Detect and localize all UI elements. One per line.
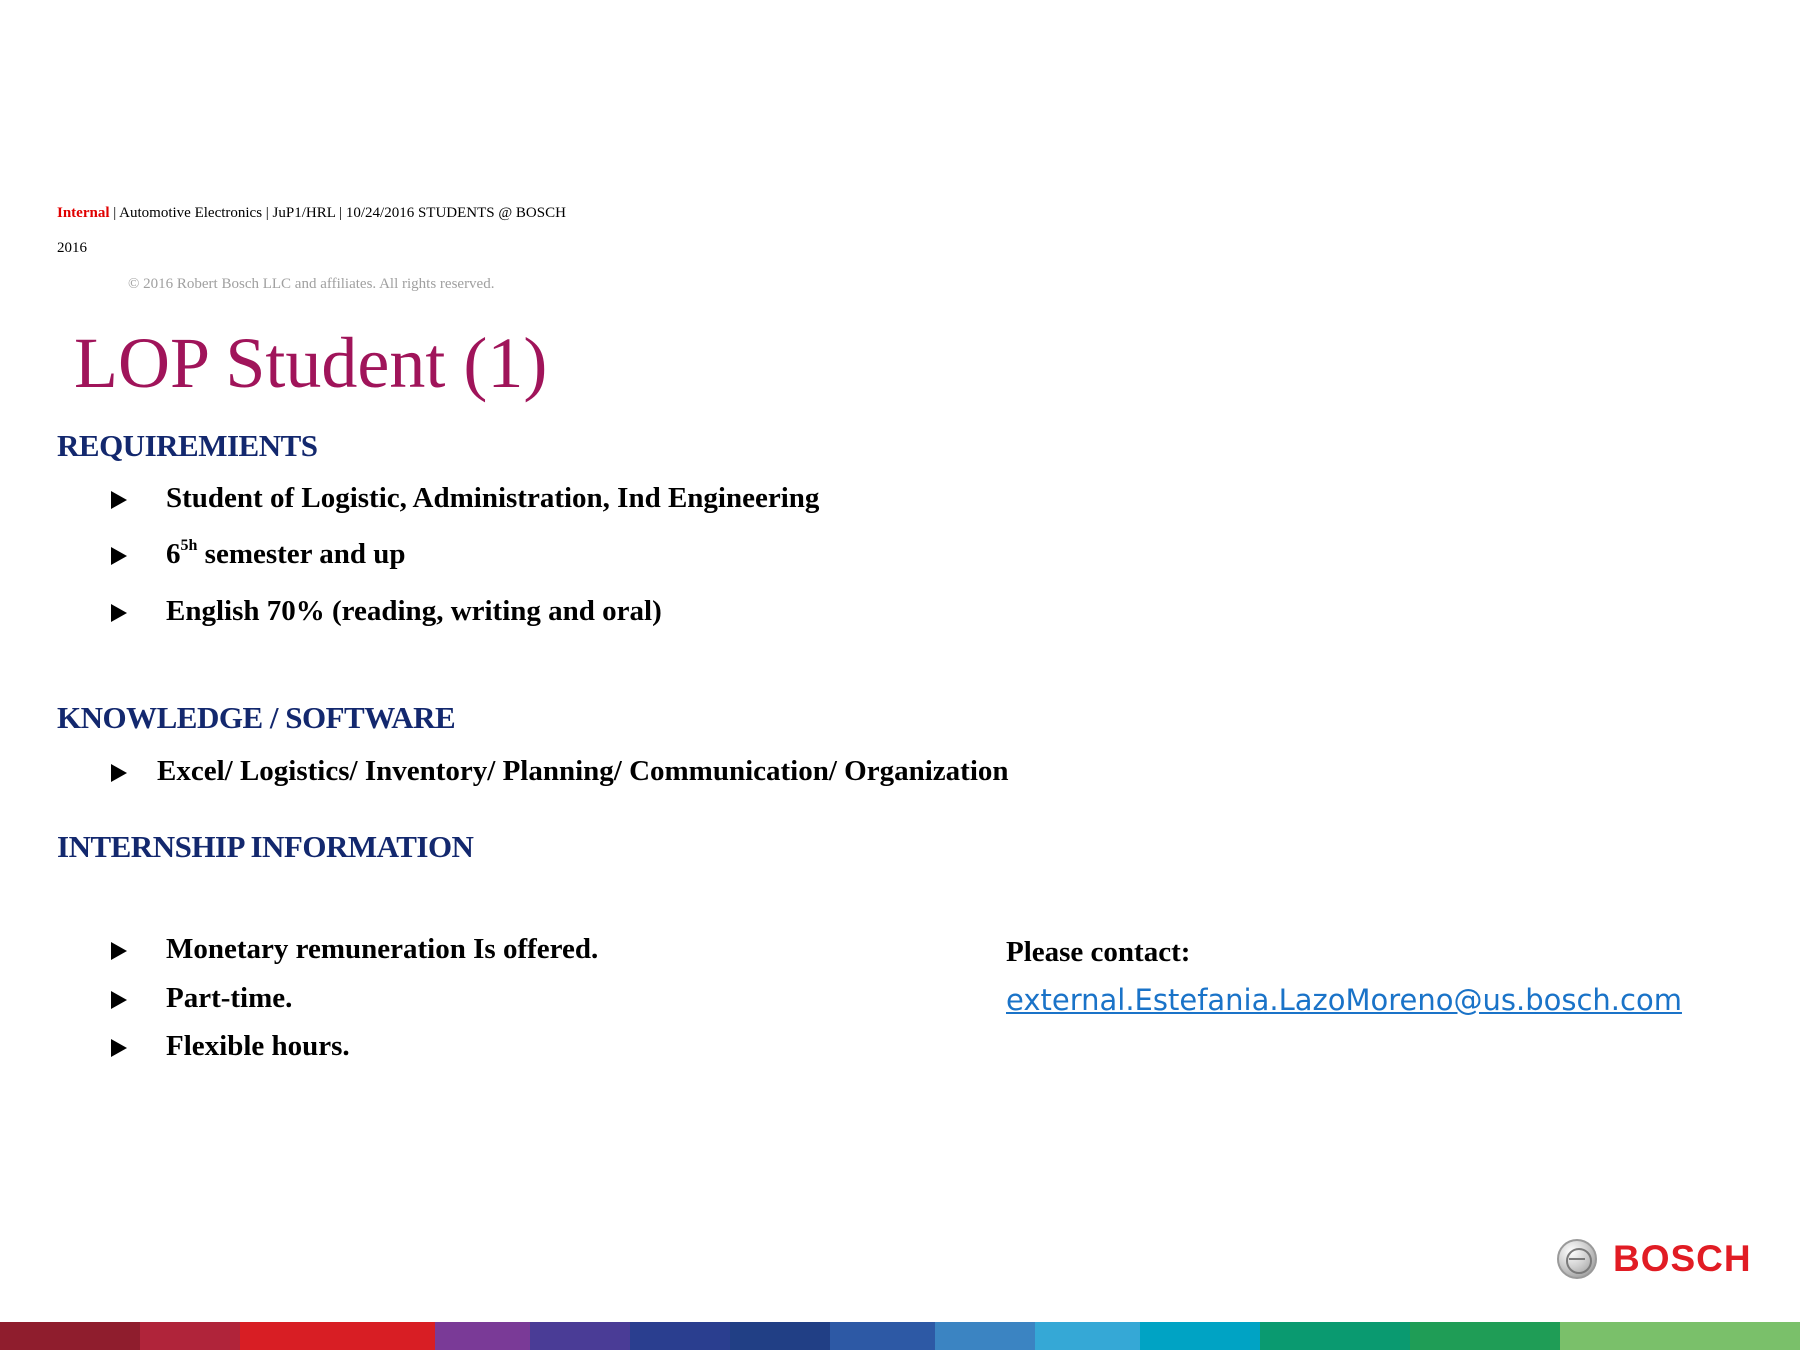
header-meta [57, 205, 566, 222]
requirement-item: Student of Logistic, Administration, Ind Engineering [166, 482, 820, 514]
bosch-wordmark: BOSCH [1613, 1238, 1752, 1279]
bosch-armature-icon [1557, 1239, 1597, 1279]
stripe-segment [1560, 1322, 1800, 1350]
header-year: 2016 [57, 240, 87, 256]
internal-label: Internal [57, 205, 110, 221]
contact-email-link[interactable]: external.Estefania.LazoMoreno@us.bosch.com [1006, 983, 1682, 1017]
requirement-item: English 70% (reading, writing and oral) [166, 595, 662, 627]
stripe-segment [730, 1322, 830, 1350]
knowledge-heading: KNOWLEDGE / SOFTWARE [57, 700, 456, 735]
stripe-segment [435, 1322, 530, 1350]
stripe-segment [240, 1322, 435, 1350]
contact-label: Please contact: [1006, 936, 1191, 968]
bullet-triangle-icon [111, 991, 127, 1009]
internship-heading: INTERNSHIP INFORMATION [57, 829, 474, 864]
requirements-heading: REQUIREMIENTS [57, 428, 318, 463]
bullet-triangle-icon [111, 491, 127, 509]
internship-item: Monetary remuneration Is offered. [166, 933, 599, 965]
bosch-logo [1557, 1238, 1752, 1280]
stripe-segment [830, 1322, 935, 1350]
stripe-segment [1035, 1322, 1140, 1350]
stripe-segment [1410, 1322, 1560, 1350]
stripe-segment [1140, 1322, 1260, 1350]
internship-item: Part-time. [166, 982, 293, 1014]
requirement-item: $6^{5h}$ semester and up [166, 537, 406, 570]
bullet-triangle-icon [111, 604, 127, 622]
bullet-triangle-icon [111, 942, 127, 960]
knowledge-item: Excel/ Logistics/ Inventory/ Planning/ Communication/ Organization [157, 755, 1009, 787]
copyright-notice: © 2016 Robert Bosch LLC and affiliates. All rights reserved. [128, 276, 495, 292]
stripe-segment [0, 1322, 140, 1350]
bullet-triangle-icon [111, 547, 127, 565]
stripe-segment [630, 1322, 730, 1350]
stripe-segment [140, 1322, 240, 1350]
stripe-segment [530, 1322, 630, 1350]
bullet-triangle-icon [111, 1039, 127, 1057]
color-stripe [0, 1322, 1800, 1350]
page-title: LOP Student (1) [74, 323, 548, 403]
bullet-triangle-icon [111, 764, 127, 782]
header-meta-text: | Automotive Electronics | JuP1/HRL | 10/24/2016 STUDENTS @ BOSCH [109, 205, 566, 221]
stripe-segment [1260, 1322, 1410, 1350]
stripe-segment [935, 1322, 1035, 1350]
internship-item: Flexible hours. [166, 1030, 350, 1062]
